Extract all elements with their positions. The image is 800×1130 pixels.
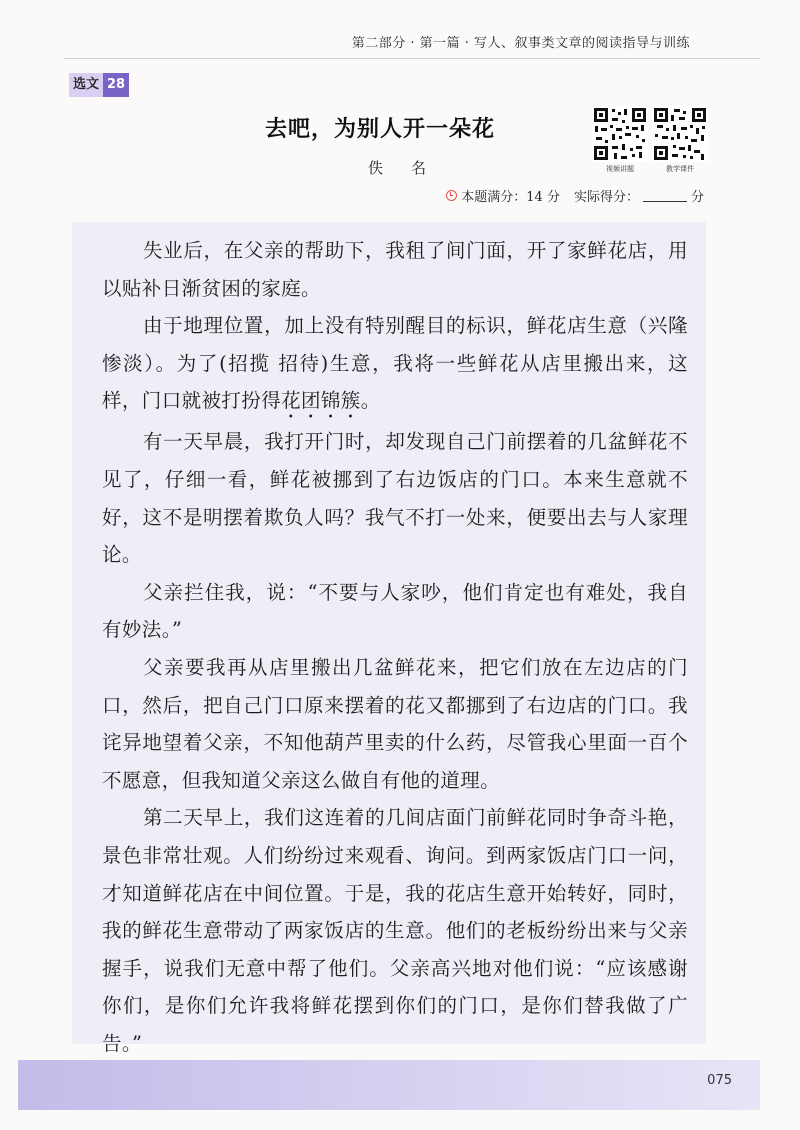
article-title: 去吧，为别人开一朵花 — [265, 117, 496, 142]
paragraph-1: 失业后，在父亲的帮助下，我租了间门面，开了家鲜花店，用以贴补日渐贫困的家庭。 — [102, 239, 688, 300]
passage-text — [72, 222, 706, 1055]
paragraph-2 — [102, 307, 688, 423]
qr-caption-courseware: 教学课件 — [666, 165, 694, 173]
running-header: 第二部分 · 第一篇 · 写人、叙事类文章的阅读指导与训练 — [351, 36, 690, 51]
full-score-label: 本题满分：14 分 — [461, 190, 560, 205]
qr-caption-video: 视频讲题 — [606, 165, 634, 173]
actual-score-blank[interactable] — [643, 189, 687, 202]
page-number: 075 — [707, 1073, 732, 1088]
score-line — [446, 186, 704, 205]
qr-code-courseware-icon[interactable] — [652, 106, 708, 162]
badge-label: 选文 — [69, 73, 103, 97]
badge-number: 28 — [103, 73, 129, 97]
article-author: 佚名 — [368, 159, 455, 177]
paragraph-4: 父亲拦住我，说：“不要与人家吵，他们肯定也有难处，我自有妙法。” — [102, 580, 688, 642]
clock-icon — [446, 190, 457, 201]
paragraph-2-end: 。 — [360, 389, 381, 413]
score-unit: 分 — [690, 190, 704, 205]
footer-band — [18, 1060, 760, 1110]
qr-code-video-icon[interactable] — [592, 106, 648, 162]
paragraph-3: 有一天早晨，我打开门时，却发现自己门前摆着的几盆鲜花不见了，仔细一看，鲜花被挪到了右边饭店的门口。本来生意就不好，这不是明摆着欺负人吗？我气不打一处来，便要出去与人家理论。 — [102, 430, 688, 567]
actual-score-label: 实际得分： — [573, 190, 639, 205]
selection-badge — [69, 73, 129, 97]
header-divider — [64, 58, 760, 59]
emphasized-phrase: 花团锦簇 — [281, 389, 361, 413]
paragraph-5: 父亲要我再从店里搬出几盆鲜花来，把它们放在左边店的门口，然后，把自己门口原来摆着的花又都挪到了右边店的门口。我诧异地望着父亲，不知他葫芦里卖的什么药，尽管我心里面一百个不愿意，但我知道父亲这么做自有他的道理。 — [102, 655, 688, 792]
paragraph-2-text: 由于地理位置，加上没有特别醒目的标识，鲜花店生意（兴隆 惨淡）。为了(招揽 招待)生意，我将一些鲜花从店里搬出来，这样，门口就被打扮得 — [102, 314, 688, 413]
paragraph-6: 第二天早上，我们这连着的几间店面门前鲜花同时争奇斗艳，景色非常壮观。人们纷纷过来观看、询问。到两家饭店门口一问，才知道鲜花店在中间位置。于是，我的花店生意开始转好，同时，我的鲜花生意带动了两家饭店的生意。他们的老板纷纷出来与父亲握手，说我们无意中帮了他们。父亲高兴地对他们说：“应该感谢你们，是你们允许我将鲜花摆到你们的门口，是你们替我做了广告。” — [102, 806, 688, 1055]
